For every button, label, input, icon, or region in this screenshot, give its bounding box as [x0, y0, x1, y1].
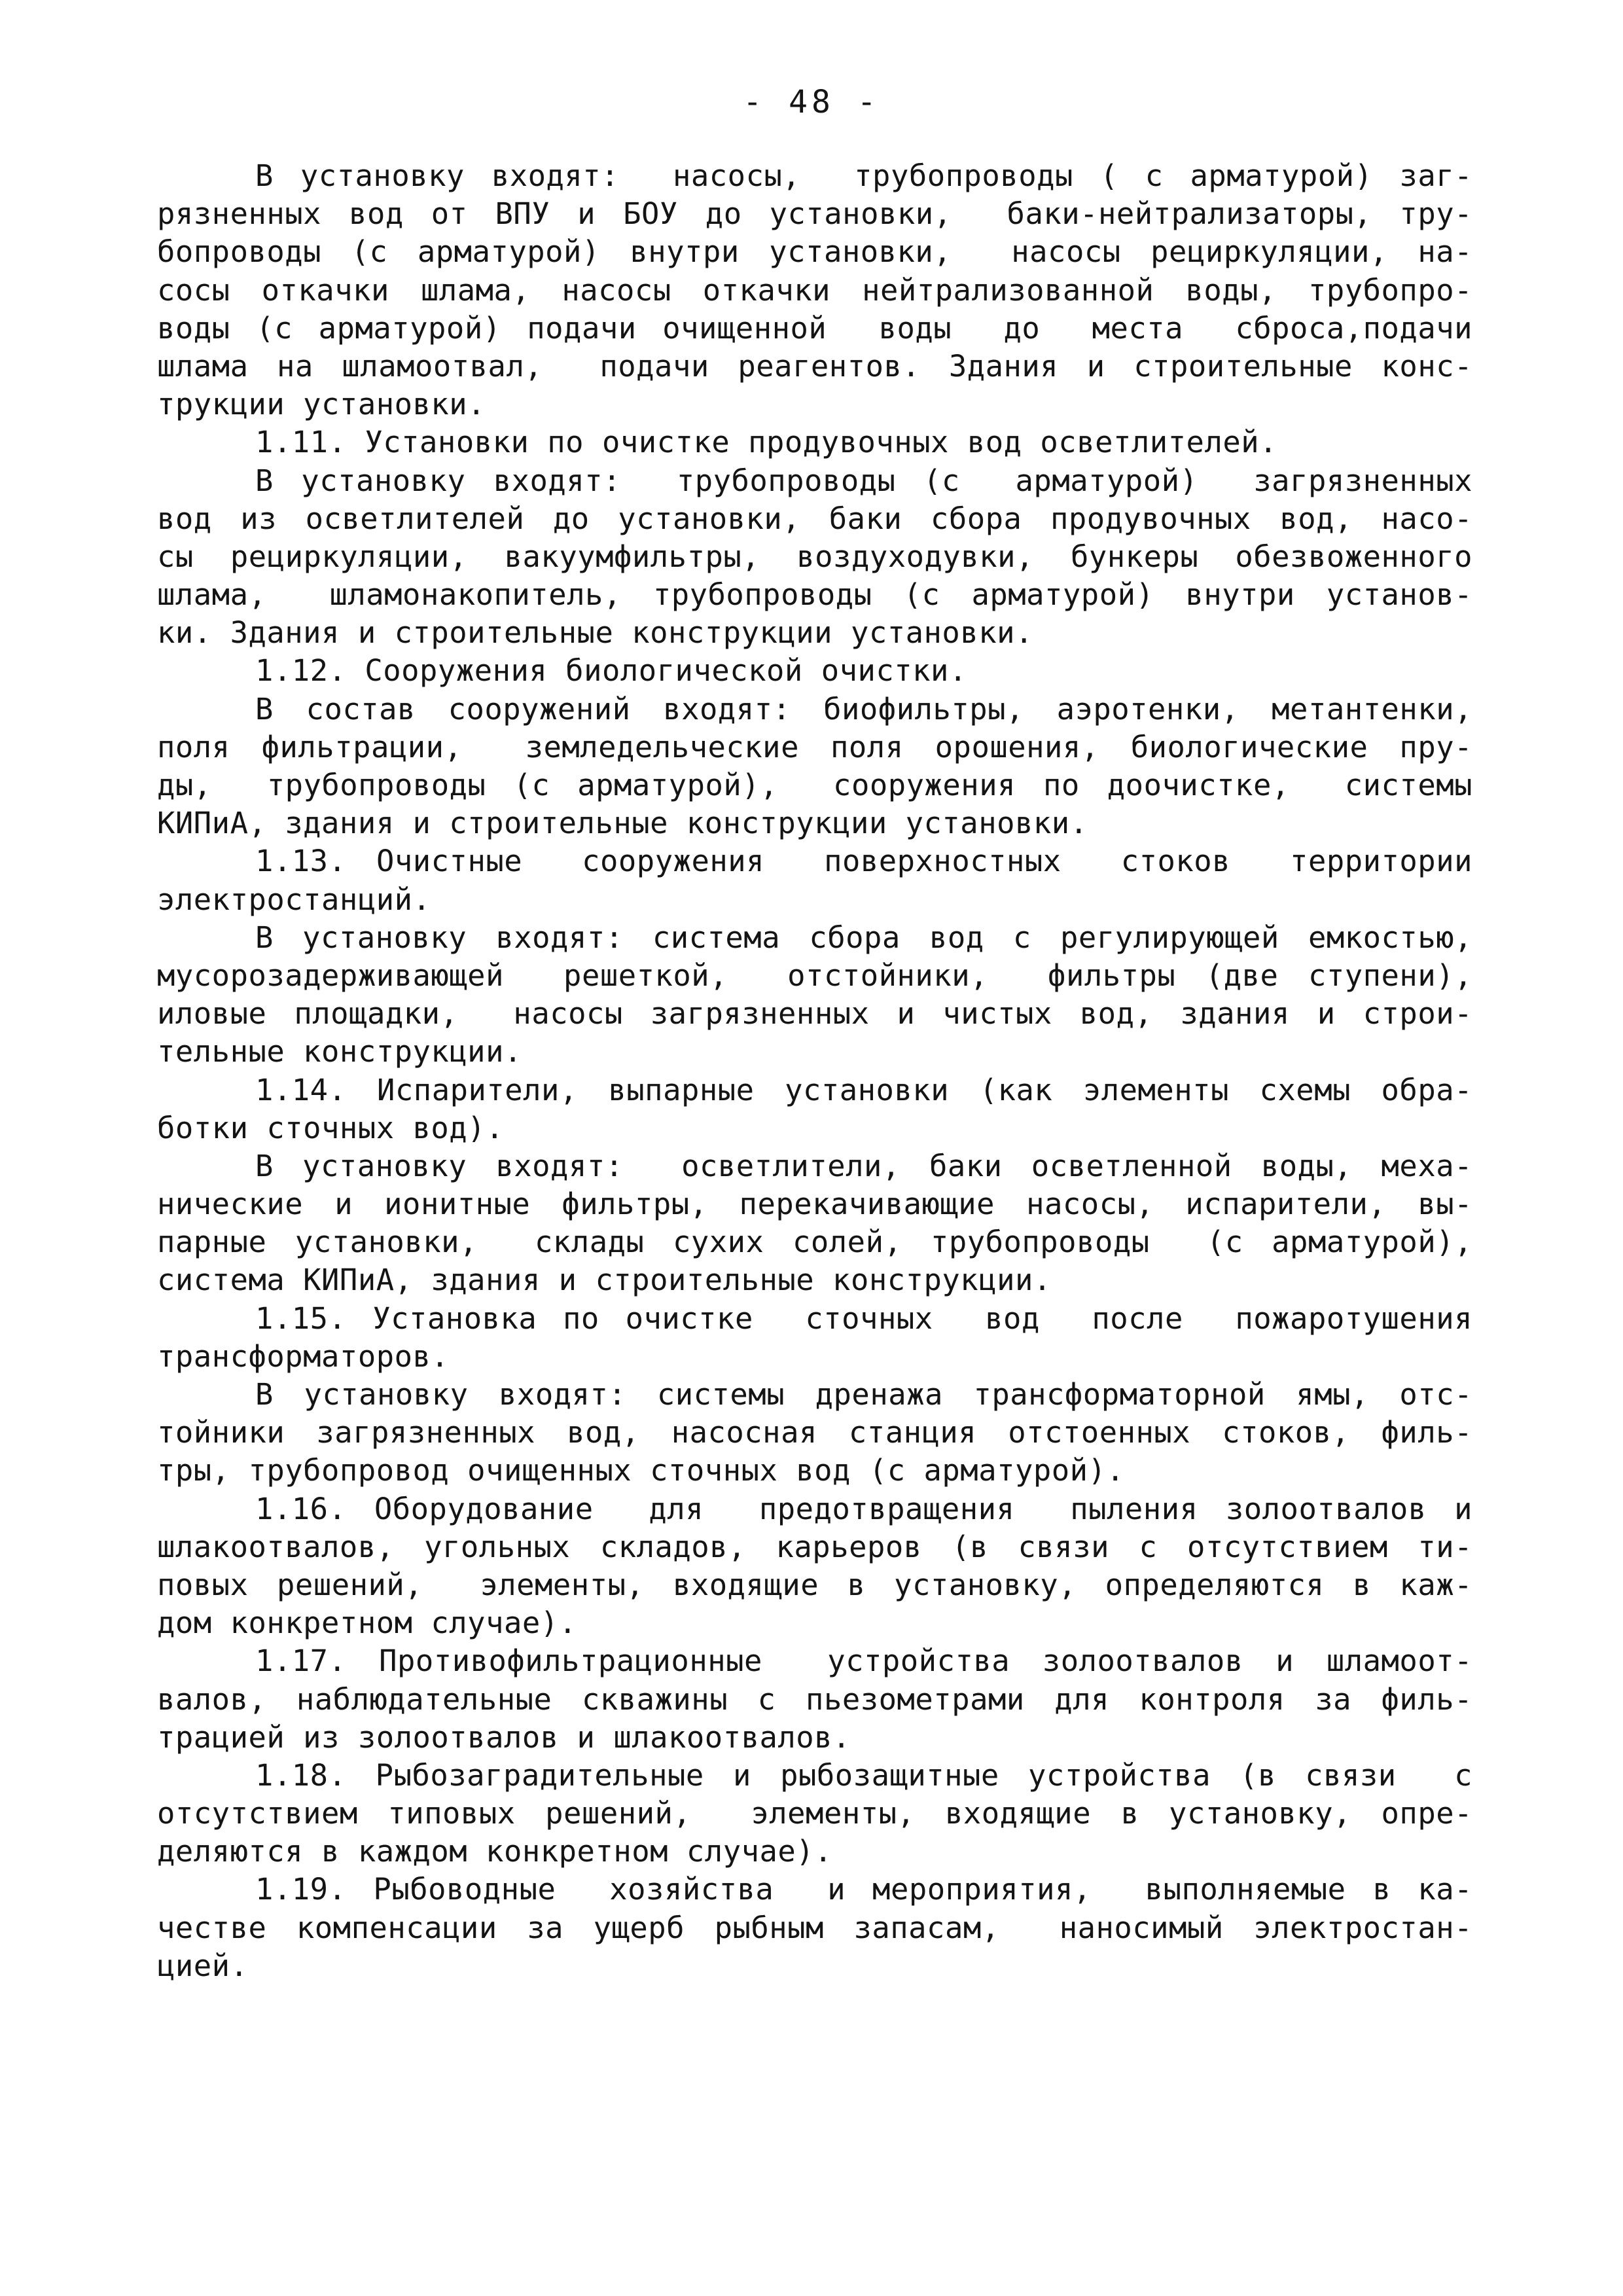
text-line: дом конкретном случае). — [157, 1605, 577, 1641]
text-line: шлакоотвалов, угольных складов, карьеров (в связи с отсутствием ти- — [157, 1529, 1472, 1564]
text-line: шлама на шламоотвал, подачи реагентов. Здания и строительные конс- — [157, 348, 1472, 384]
text-line: ботки сточных вод). — [157, 1110, 504, 1145]
text-line: рязненных вод от ВПУ и БОУ до установки, баки-нейтрализаторы, тру- — [157, 196, 1472, 232]
text-line: В установку входят: осветлители, баки осветленной воды, меха- — [255, 1148, 1472, 1183]
text-line: трукции установки. — [157, 387, 486, 422]
text-line: парные установки, склады сухих солей, трубопроводы (с арматурой), — [157, 1225, 1472, 1260]
text-line: 1.18. Рыбозаградительные и рыбозащитные устройства (в связи с — [255, 1757, 1472, 1793]
page-number: - 48 - — [743, 84, 880, 120]
text-line: мусорозадерживающей решеткой, отстойники, фильтры (две ступени), — [157, 958, 1472, 993]
text-line: 1.14. Испарители, выпарные установки (как элементы схемы обра- — [255, 1072, 1472, 1107]
text-line: В установку входят: системы дренажа трансформаторной ямы, отс- — [255, 1377, 1472, 1412]
text-line: электростанций. — [157, 882, 431, 917]
text-line: 1.15. Установка по очистке сточных вод после пожаротушения — [255, 1300, 1472, 1336]
text-line: деляются в каждом конкретном случае). — [157, 1834, 833, 1869]
text-line: ды, трубопроводы (с арматурой), сооружения по доочистке, системы — [157, 768, 1472, 802]
document-body — [157, 157, 1472, 1985]
text-line: ки. Здания и строительные конструкции установки. — [157, 615, 1033, 651]
text-line: тры, трубопровод очищенных сточных вод (с арматурой). — [157, 1453, 1125, 1488]
text-line: бопроводы (с арматурой) внутри установки, насосы рециркуляции, на- — [157, 234, 1472, 270]
text-line: цией. — [157, 1948, 249, 1983]
text-line: 1.11. Установки по очистке продувочных вод осветлителей. — [255, 425, 1278, 460]
text-line: система КИПиА, здания и строительные конструкции. — [157, 1263, 1052, 1298]
text-line: сосы откачки шлама, насосы откачки нейтрализованной воды, трубопро- — [157, 272, 1472, 308]
text-line: 1.19. Рыбоводные хозяйства и мероприятия, выполняемые в ка- — [255, 1872, 1472, 1907]
text-line: вод из осветлителей до установки, баки сбора продувочных вод, насо- — [157, 501, 1472, 536]
text-line: отсутствием типовых решений, элементы, входящие в установку, опре- — [157, 1796, 1472, 1831]
text-line: тельные конструкции. — [157, 1034, 522, 1069]
text-line: честве компенсации за ущерб рыбным запасам, наносимый электростан- — [157, 1910, 1472, 1945]
text-line: 1.13. Очистные сооружения поверхностных стоков территории — [255, 844, 1472, 879]
text-line: шлама, шламонакопитель, трубопроводы (с арматурой) внутри установ- — [157, 577, 1472, 613]
text-line: 1.12. Сооружения биологической очистки. — [255, 653, 967, 689]
text-line: В установку входят: трубопроводы (с арматурой) загрязненных — [255, 463, 1472, 498]
text-line: трансформаторов. — [157, 1338, 450, 1374]
text-line: 1.17. Противофильтрационные устройства золоотвалов и шламоот- — [255, 1643, 1472, 1679]
text-line: тойники загрязненных вод, насосная станция отстоенных стоков, филь- — [157, 1415, 1472, 1450]
text-line: повых решений, элементы, входящие в установку, определяются в каж- — [157, 1567, 1472, 1602]
text-line: валов, наблюдательные скважины с пьезометрами для контроля за филь- — [157, 1681, 1472, 1717]
text-line: В установку входят: система сбора вод с регулирующей емкостью, — [255, 920, 1472, 955]
text-line: сы рециркуляции, вакуумфильтры, воздуходувки, бункеры обезвоженного — [157, 539, 1472, 574]
text-line: В состав сооружений входят: биофильтры, аэротенки, метантенки, — [255, 691, 1472, 726]
text-line: поля фильтрации, земледельческие поля орошения, биологические пру- — [157, 729, 1472, 764]
text-line: КИПиА, здания и строительные конструкции установки. — [157, 806, 1088, 841]
text-line: В установку входят: насосы, трубопроводы ( с арматурой) заг- — [255, 158, 1472, 193]
text-line: 1.16. Оборудование для предотвращения пыления золоотвалов и — [255, 1491, 1472, 1526]
text-line: воды (с арматурой) подачи очищенной воды до места сброса,подачи — [157, 310, 1472, 346]
text-line: нические и ионитные фильтры, перекачивающие насосы, испарители, вы- — [157, 1187, 1472, 1222]
text-line: иловые площадки, насосы загрязненных и чистых вод, здания и строи- — [157, 996, 1472, 1031]
text-line: трацией из золоотвалов и шлакоотвалов. — [157, 1719, 851, 1755]
